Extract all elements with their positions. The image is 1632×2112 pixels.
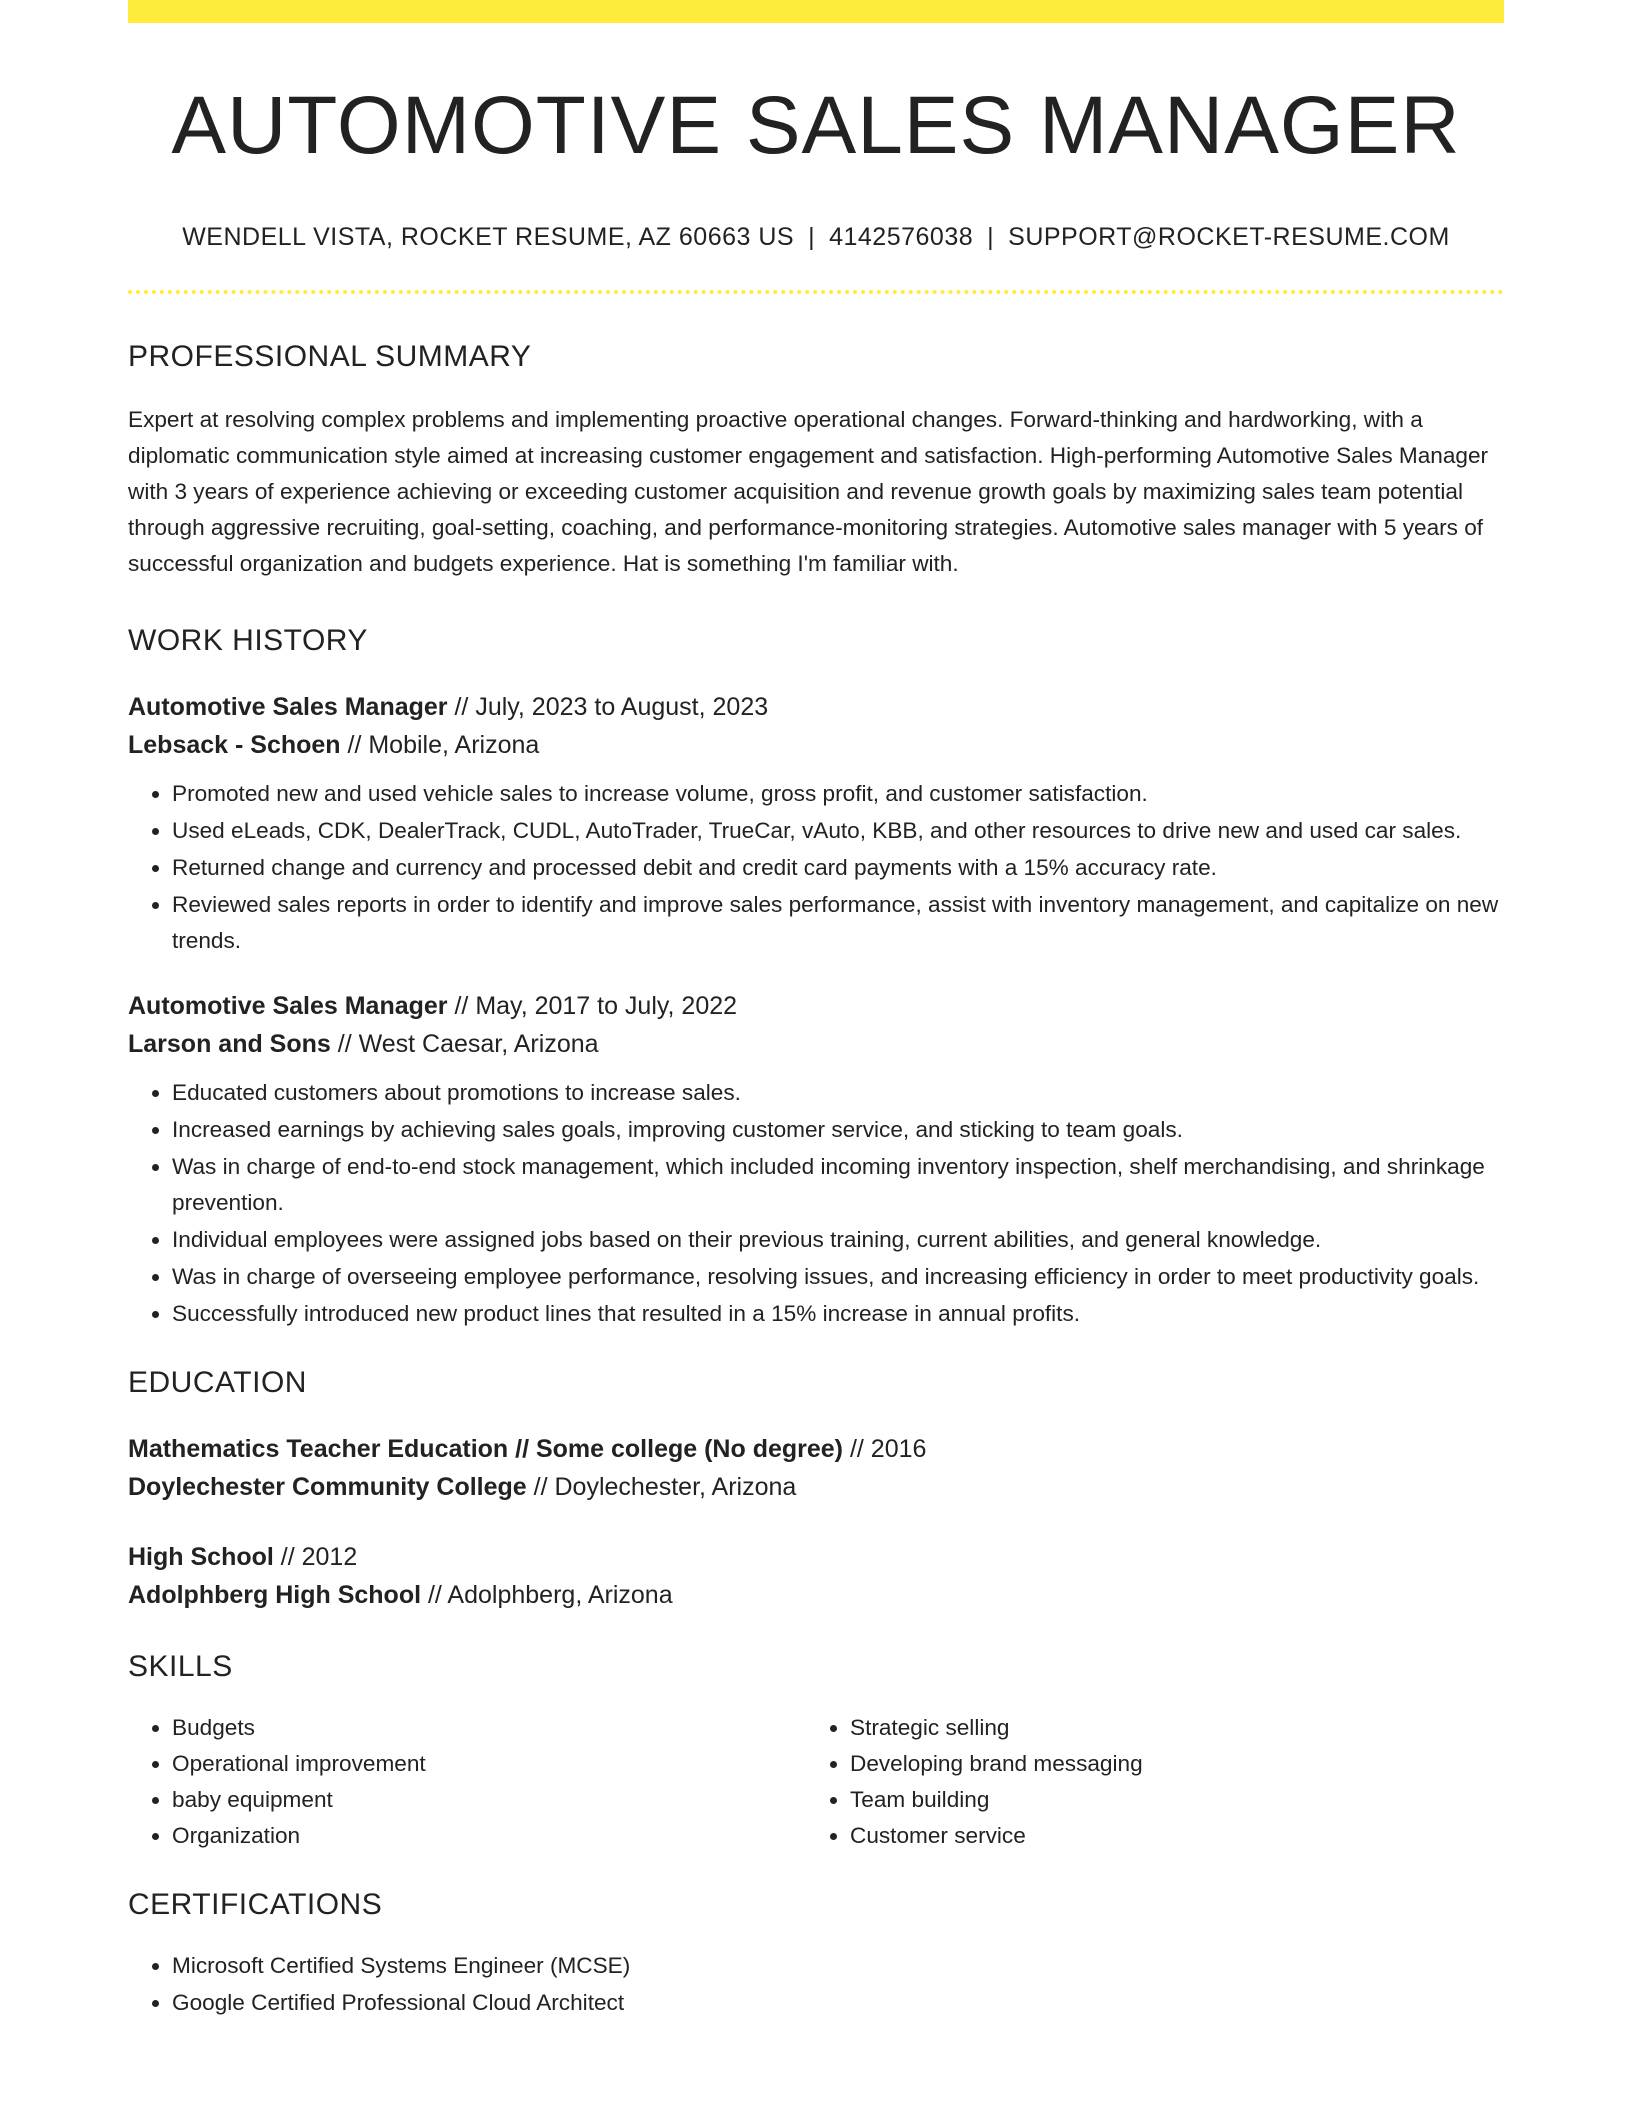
contact-line xyxy=(128,223,1504,252)
job-company: Lebsack - Schoen xyxy=(128,731,341,760)
education-school: Adolphberg High School xyxy=(128,1581,422,1610)
job-role-line xyxy=(128,987,1504,1025)
education-entry xyxy=(128,1430,1504,1506)
education-degree: Mathematics Teacher Education // Some college (No degree) xyxy=(128,1435,844,1464)
section-title-skills: SKILLS xyxy=(128,1650,233,1684)
list-item: • Was in charge of overseeing employee performance, resolving issues, and increasing efficiency in order to meet productivity goals. xyxy=(172,1259,1504,1295)
education-year: // 2012 xyxy=(273,1543,358,1572)
education-location: // Adolphberg, Arizona xyxy=(421,1581,673,1610)
job-company: Larson and Sons xyxy=(128,1030,331,1059)
section-title-education: EDUCATION xyxy=(128,1366,307,1400)
job-location: // Mobile, Arizona xyxy=(340,731,540,760)
education-degree-line xyxy=(128,1538,1504,1576)
section-title-certifications: CERTIFICATIONS xyxy=(128,1888,383,1922)
skills-list-right xyxy=(806,1710,1484,1854)
list-item: • Reviewed sales reports in order to identify and improve sales performance, assist with inventory management, and capitalize on new trends. xyxy=(172,887,1504,959)
education-school-line xyxy=(128,1576,1504,1614)
education-degree: High School xyxy=(128,1543,274,1572)
resume-title: AUTOMOTIVE SALES MANAGER xyxy=(171,80,1461,171)
list-item: • Individual employees were assigned jobs based on their previous training, current abilities, and general knowledge. xyxy=(172,1222,1504,1258)
education-location: // Doylechester, Arizona xyxy=(526,1473,797,1502)
list-item: • Increased earnings by achieving sales goals, improving customer service, and sticking to team goals. xyxy=(172,1112,1504,1148)
education-school-line xyxy=(128,1468,1504,1506)
education-year: // 2016 xyxy=(843,1435,927,1464)
job-bullet-list xyxy=(128,776,1504,959)
dotted-divider xyxy=(128,290,1504,294)
education-entry xyxy=(128,1538,1504,1614)
job-dates: // July, 2023 to August, 2023 xyxy=(447,693,769,722)
section-title-summary: PROFESSIONAL SUMMARY xyxy=(128,340,532,374)
job-dates: // May, 2017 to July, 2022 xyxy=(447,992,738,1021)
list-item: • Developing brand messaging xyxy=(850,1746,1484,1782)
contact-address: WENDELL VISTA, ROCKET RESUME, AZ 60663 US xyxy=(182,223,795,252)
accent-top-bar xyxy=(128,0,1504,23)
list-item: • Educated customers about promotions to increase sales. xyxy=(172,1075,1504,1111)
section-title-work-history: WORK HISTORY xyxy=(128,624,368,658)
contact-phone: 4142576038 xyxy=(829,223,974,252)
list-item: • Successfully introduced new product lines that resulted in a 15% increase in annual profits. xyxy=(172,1296,1504,1332)
summary-text: Expert at resolving complex problems and implementing proactive operational changes. Forward-thinking and hardworking, with a diplomatic communication style aimed at increasing customer engagement and satisfaction. High-performing Automotive Sales Manager with 3 years of experience achieving or exceeding customer acquisition and revenue growth goals by maximizing sales team potential through aggressive recruiting, goal-setting, coaching, and performance-monitoring strategies. Automotive sales manager with 5 years of successful organization and budgets experience. Hat is something I'm familiar with. xyxy=(128,407,1489,577)
job-role: Automotive Sales Manager xyxy=(128,693,448,722)
skills-list-left xyxy=(128,1710,806,1854)
education-degree-line xyxy=(128,1430,1504,1468)
list-item: • baby equipment xyxy=(172,1782,806,1818)
list-item: • Team building xyxy=(850,1782,1484,1818)
list-item: • Budgets xyxy=(172,1710,806,1746)
list-item: • Was in charge of end-to-end stock management, which included incoming inventory inspection, shelf merchandising, and shrinkage prevention. xyxy=(172,1149,1504,1221)
list-item: • Returned change and currency and processed debit and credit card payments with a 15% accuracy rate. xyxy=(172,850,1504,886)
job-role: Automotive Sales Manager xyxy=(128,992,448,1021)
list-item: • Strategic selling xyxy=(850,1710,1484,1746)
list-item: • Used eLeads, CDK, DealerTrack, CUDL, AutoTrader, TrueCar, vAuto, KBB, and other resources to drive new and used car sales. xyxy=(172,813,1504,849)
skills-grid xyxy=(128,1710,1504,1854)
list-item: • Customer service xyxy=(850,1818,1484,1854)
job-company-line xyxy=(128,1025,1504,1063)
job-company-line xyxy=(128,726,1504,764)
education-school: Doylechester Community College xyxy=(128,1473,527,1502)
list-item: • Promoted new and used vehicle sales to increase volume, gross profit, and customer satisfaction. xyxy=(172,776,1504,812)
list-item: • Google Certified Professional Cloud Architect xyxy=(172,1985,1504,2021)
list-item: • Organization xyxy=(172,1818,806,1854)
job-entry xyxy=(128,688,1504,959)
job-entry xyxy=(128,987,1504,1332)
contact-separator: | xyxy=(808,223,816,252)
job-bullet-list xyxy=(128,1075,1504,1332)
job-role-line xyxy=(128,688,1504,726)
list-item: • Microsoft Certified Systems Engineer (MCSE) xyxy=(172,1948,1504,1984)
contact-separator: | xyxy=(987,223,995,252)
certifications-list xyxy=(128,1948,1504,2021)
job-location: // West Caesar, Arizona xyxy=(330,1030,599,1059)
list-item: • Operational improvement xyxy=(172,1746,806,1782)
contact-email: SUPPORT@ROCKET-RESUME.COM xyxy=(1008,223,1450,252)
resume-page xyxy=(128,0,1504,2022)
